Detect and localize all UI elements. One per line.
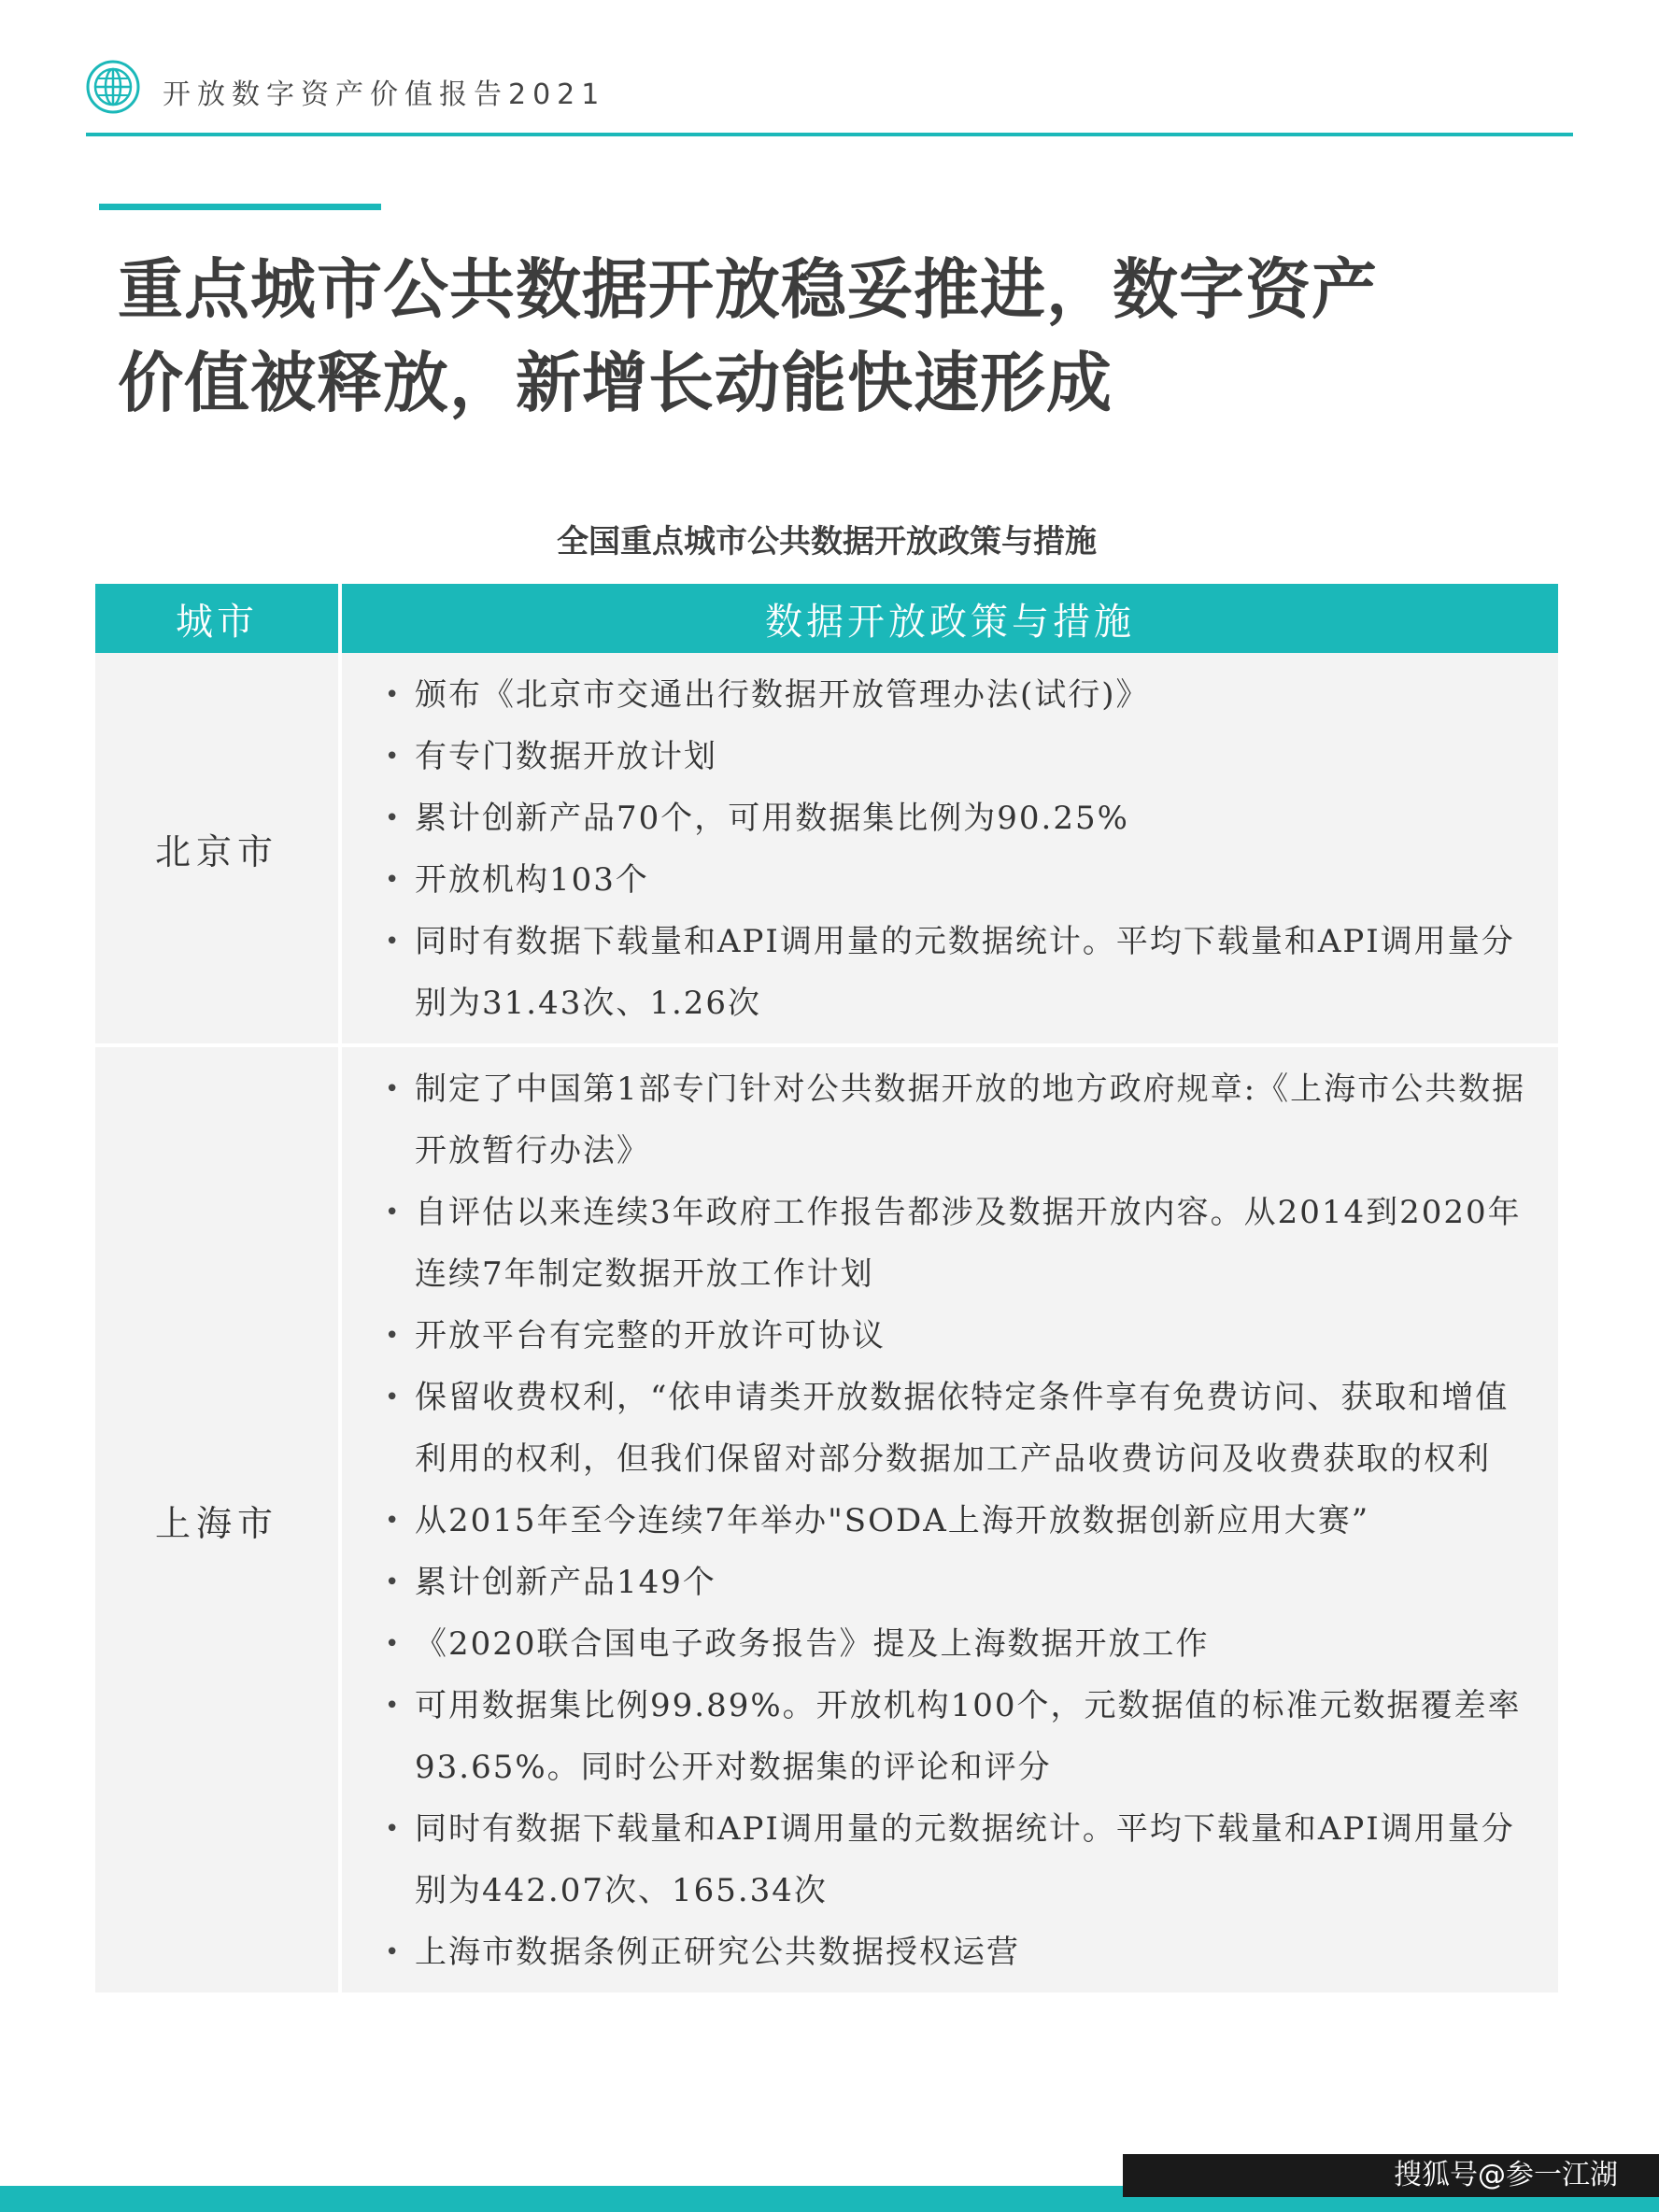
measures-list [342,1047,1558,1992]
list-item: • 自评估以来连续3年政府工作报告都涉及数据开放内容。从2014到2020年连续7年制定数据开放工作计划 [370,1182,1530,1305]
list-item: • 颁布《北京市交通出行数据开放管理办法(试行)》 [370,664,1530,726]
table-row [95,653,1558,1045]
list-item: • 开放机构103个 [370,849,1530,911]
list-item: • 可用数据集比例99.89%。开放机构100个，元数据值的标准元数据覆差率93.65%。同时公开对数据集的评论和评分 [370,1675,1530,1798]
list-item: • 同时有数据下载量和API调用量的元数据统计。平均下载量和API调用量分别为31.43次、1.26次 [370,911,1530,1034]
list-item: • 累计创新产品149个 [370,1552,1530,1613]
list-item: • 《2020联合国电子政务报告》提及上海数据开放工作 [370,1613,1530,1675]
city-cell: 北京市 [95,653,340,1045]
header-divider [86,133,1573,136]
title-accent-bar [99,204,381,210]
column-header-city: 城市 [95,584,340,653]
list-item: • 同时有数据下载量和API调用量的元数据统计。平均下载量和API调用量分别为442.07次、165.34次 [370,1798,1530,1921]
list-item: • 制定了中国第1部专门针对公共数据开放的地方政府规章:《上海市公共数据开放暂行办法》 [370,1058,1530,1182]
page-title-line-2: 价值被释放，新增长动能快速形成 [118,345,1113,421]
table-header-row [95,584,1558,653]
measures-cell [340,653,1558,1045]
list-item: • 保留收费权利，“依申请类开放数据依特定条件享有免费访问、获取和增值利用的权利，但我们保留对部分数据加工产品收费访问及收费获取的权利 [370,1367,1530,1490]
list-item: • 有专门数据开放计划 [370,726,1530,787]
watermark-label: 搜狐号@参一江湖 [1123,2154,1659,2197]
table-caption: 全国重点城市公共数据开放政策与措施 [557,523,1097,560]
policy-table [95,584,1558,1992]
measures-list [342,653,1558,1043]
city-cell: 上海市 [95,1045,340,1992]
column-header-measures: 数据开放政策与措施 [340,584,1558,653]
list-item: • 开放平台有完整的开放许可协议 [370,1305,1530,1367]
globe-seal-icon [86,60,140,114]
list-item: • 累计创新产品70个，可用数据集比例为90.25% [370,787,1530,849]
table-row [95,1045,1558,1992]
list-item: • 从2015年至今连续7年举办"SODA上海开放数据创新应用大赛” [370,1490,1530,1552]
report-title: 开放数字资产价值报告2021 [163,78,606,111]
list-item: • 上海市数据条例正研究公共数据授权运营 [370,1921,1530,1983]
measures-cell [340,1045,1558,1992]
page-title [118,243,1575,430]
page-title-line-1: 重点城市公共数据开放稳妥推进，数字资产 [118,251,1378,328]
page-header [86,60,1573,131]
